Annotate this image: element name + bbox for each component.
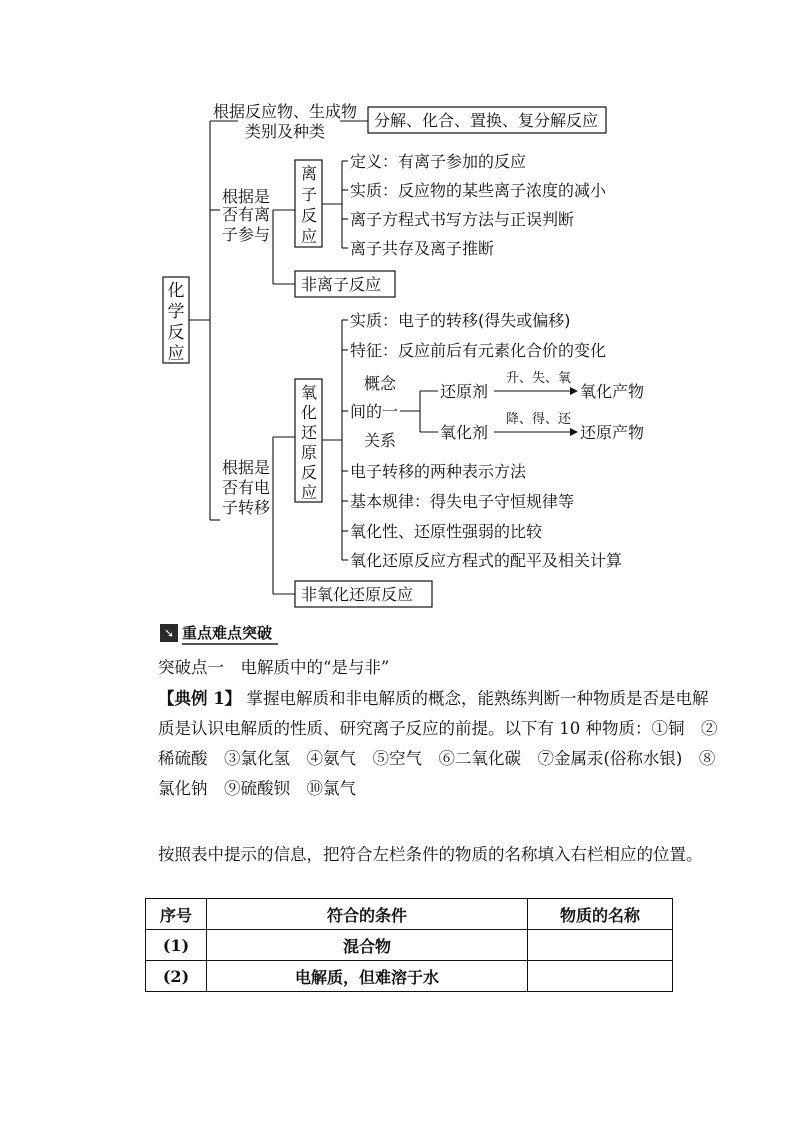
ionic-item-2: 实质：反应物的某些离子浓度的减小 [350,181,607,200]
redox-item-5: 氧化性、还原性强弱的比较 [350,522,543,541]
branch2-label-line3: 子参与 [222,225,271,244]
branch2-label-line1: 根据是 [222,187,271,206]
concept-line3: 关系 [364,431,397,450]
reducer-label: 还原剂 [440,382,489,401]
ionic-char-2: 子 [300,185,318,204]
header-name: 物质的名称 [528,899,673,930]
redox-item-3: 电子转移的两种表示方法 [350,462,527,481]
redox-char-6: 应 [300,483,318,502]
branch2-label-line2: 否有离 [222,205,271,224]
oxidized-product: 氧化产物 [580,382,645,401]
branch3-label-line3: 子转移 [222,498,271,517]
root-char-1: 化 [167,281,185,301]
example-label: 【典例 1】 [158,689,242,708]
branch1-label-line2: 类别及种类 [245,122,326,141]
concept-line1: 概念 [364,374,397,393]
redox-item-4: 基本规律：得失电子守恒规律等 [350,492,575,511]
subsection-heading: 突破点一 电解质中的“是与非” [158,658,390,677]
ionic-char-1: 离 [300,164,318,183]
concept-line2: 间的一 [350,402,399,421]
arrow-down-label: 降、得、还 [506,412,572,427]
table-row [146,961,673,992]
branch3-label-line1: 根据是 [222,458,271,477]
redox-char-5: 反 [300,463,318,482]
oxidizer-label: 氧化剂 [440,423,489,442]
redox-char-2: 化 [300,403,318,422]
row-condition: 混合物 [207,930,528,961]
ionic-item-4: 离子共存及离子推断 [350,239,495,258]
section-arrow-icon: ➘ [160,624,178,642]
redox-char-1: 氧 [300,383,318,402]
root-char-3: 反 [167,323,185,343]
arrow-up-label: 升、失、氧 [506,371,572,386]
arrow-down-head-icon [570,428,578,436]
branch1-label-line1: 根据反应物、生成物 [213,102,358,121]
row-no: (1) [146,930,207,961]
ionic-char-4: 应 [300,227,318,246]
section-title: 重点难点突破 [182,622,278,645]
row-name[interactable] [528,961,673,992]
redox-item-2: 特征：反应前后有元素化合价的变化 [350,341,607,360]
section-header [160,622,278,644]
redox-item-1: 实质：电子的转移(得失或偏移) [350,311,571,330]
branch3-label-line2: 否有电 [222,478,271,497]
reduced-product: 还原产物 [580,423,645,442]
row-name[interactable] [528,930,673,961]
instruction-paragraph: 按照表中提示的信息，把符合左栏条件的物质的名称填入右栏相应的位置。 [158,845,703,864]
non-ionic-label: 非离子反应 [301,275,382,294]
answer-table [145,898,673,992]
table-row [146,930,673,961]
ionic-item-3: 离子方程式书写方法与正误判断 [350,210,575,229]
non-redox-label: 非氧化还原反应 [301,585,414,604]
root-char-4: 应 [167,344,185,364]
redox-item-6: 氧化还原反应方程式的配平及相关计算 [350,551,623,570]
root-char-2: 学 [167,302,185,322]
example-body: 掌握电解质和非电解质的概念，能熟练判断一种物质是否是电解质是认识电解质的性质、研究离子反应的前提。以下有 10 种物质：①铜 ②稀硫酸 ③氯化氢 ④氨气 ⑤空气 ⑥二氧化碳 ⑦金属汞(俗称水银) ⑧氯化钠 ⑨硫酸钡 ⑩氯气 [158,689,718,798]
table-header-row [146,899,673,930]
example-paragraph [120,684,718,804]
header-no: 序号 [146,899,207,930]
redox-char-4: 原 [300,443,318,462]
arrow-up-head-icon [570,387,578,395]
ionic-char-3: 反 [300,206,318,225]
branch1-result: 分解、化合、置换、复分解反应 [374,111,599,130]
header-condition: 符合的条件 [207,899,528,930]
ionic-item-1: 定义：有离子参加的反应 [350,152,527,171]
redox-char-3: 还 [300,423,318,442]
row-condition: 电解质，但难溶于水 [207,961,528,992]
row-no: (2) [146,961,207,992]
